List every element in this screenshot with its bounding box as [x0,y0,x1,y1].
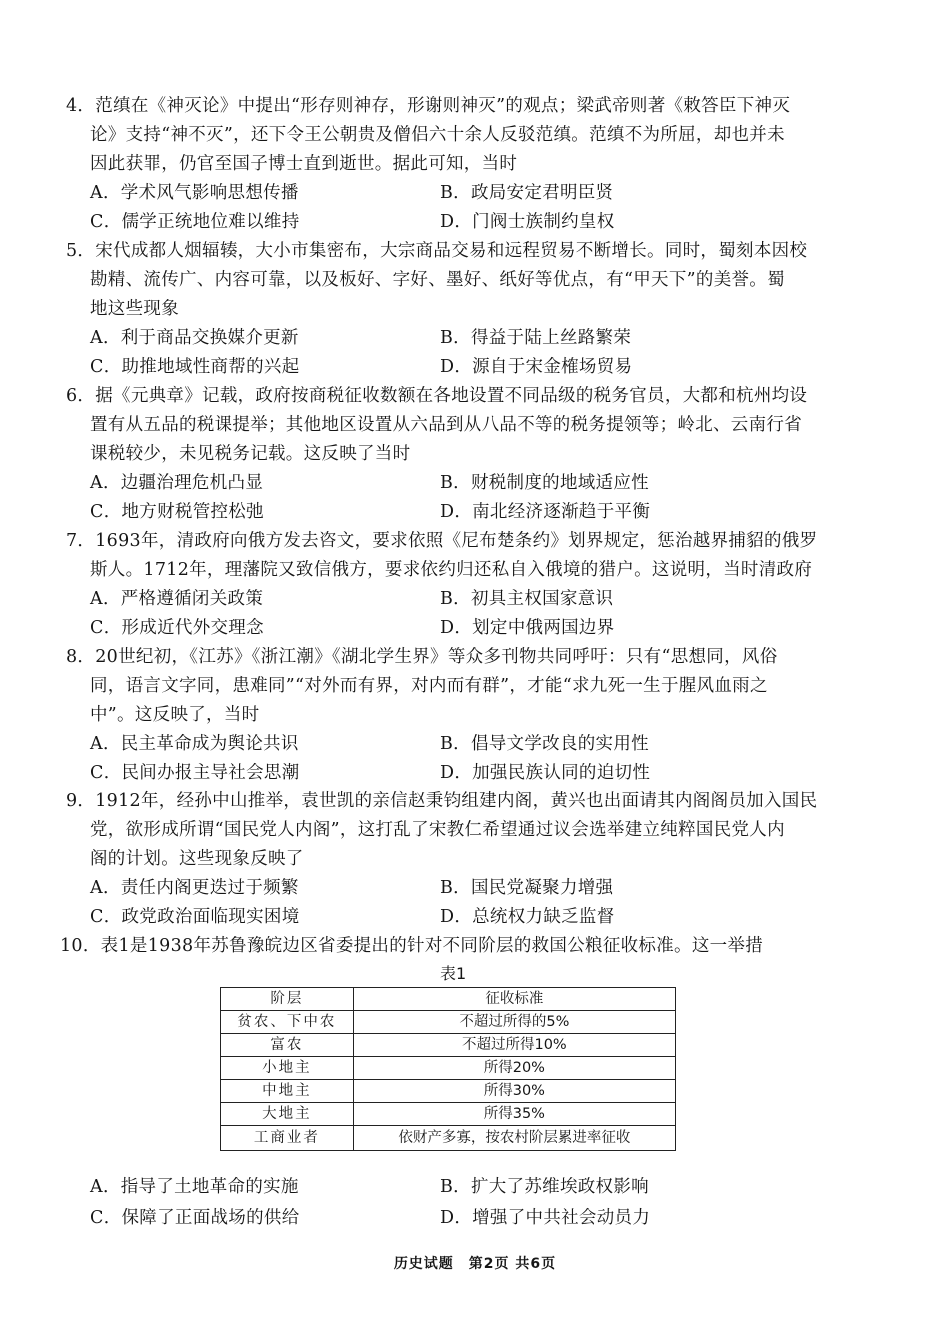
question-10-options [62,1173,862,1235]
table-header-standard: 征收标准 [353,988,675,1011]
question-10-line-1: 10．表1是1938年苏鲁豫皖边区省委提出的针对不同阶层的救国公粮征收标准。这一举措 [60,936,764,956]
question-8-line-3: 中”。这反映了，当时 [90,705,260,725]
question-5-options [62,324,862,382]
question-4-options [62,179,862,237]
option-b[interactable]: B．国民党凝聚力增强 [440,878,614,898]
table-row [221,1034,676,1057]
table-row [221,1011,676,1034]
table-row [221,1080,676,1103]
question-6-line-1: 6．据《元典章》记载，政府按商税征收数额在各地设置不同品级的税务官员，大都和杭州均设 [66,386,808,406]
question-8-line-2: 同，语言文字同，患难同”“对外而有界，对内而有群”，才能“求九死一生于腥风血雨之 [90,676,768,696]
table-cell-standard: 不超过所得10% [353,1034,675,1057]
option-c[interactable]: C．保障了正面战场的供给 [90,1208,300,1228]
question-7-options [62,585,862,643]
question-6-line-2: 置有从五品的税课提举；其他地区设置从六品到从八品不等的税务提领等；岭北、云南行省 [90,415,802,435]
option-a[interactable]: A．责任内阁更迭过于频繁 [90,878,299,898]
table-cell-class: 大地主 [221,1103,354,1126]
option-c[interactable]: C．民间办报主导社会思潮 [90,763,300,783]
option-d[interactable]: D．门阀士族制约皇权 [440,212,615,232]
table-caption: 表1 [440,964,467,983]
option-a[interactable]: A．利于商品交换媒介更新 [90,328,299,348]
question-9-line-1: 9．1912年，经孙中山推举，袁世凯的亲信赵秉钧组建内阁，黄兴也出面请其内阁阁员加入国民 [66,791,818,811]
question-4-line-3: 因此获罪，仍官至国子博士直到逝世。据此可知，当时 [90,154,518,174]
option-d[interactable]: D．总统权力缺乏监督 [440,907,615,927]
question-9-options [62,874,862,932]
option-d[interactable]: D．源自于宋金榷场贸易 [440,357,633,377]
option-a[interactable]: A．学术风气影响思想传播 [90,183,299,203]
option-a[interactable]: A．严格遵循闭关政策 [90,589,264,609]
question-5-line-1: 5．宋代成都人烟辐辏，大小市集密布，大宗商品交易和远程贸易不断增长。同时，蜀刻本因校 [66,241,808,261]
question-6 [62,382,862,527]
question-9-line-2: 党，欲形成所谓“国民党人内阁”，这打乱了宋教仁希望通过议会选举建立纯粹国民党人内 [90,820,785,840]
table-cell-class: 贫农、下中农 [221,1011,354,1034]
table-cell-standard: 依财产多寡，按农村阶层累进率征收 [353,1126,675,1151]
table-cell-class: 中地主 [221,1080,354,1103]
question-7 [62,527,862,643]
question-4-line-1: 4．范缜在《神灭论》中提出“形存则神存，形谢则神灭”的观点；梁武帝则著《敕答臣下神灭 [66,96,791,116]
table-cell-standard: 不超过所得的5% [353,1011,675,1034]
table-cell-standard: 所得20% [353,1057,675,1080]
option-c[interactable]: C．助推地域性商帮的兴起 [90,357,300,377]
question-9 [62,787,862,932]
question-9-line-3: 阁的计划。这些现象反映了 [90,849,304,869]
levy-standard-table [220,987,676,1151]
option-c[interactable]: C．地方财税管控松弛 [90,502,264,522]
question-10 [56,932,856,961]
table-row [221,1126,676,1151]
option-b[interactable]: B．扩大了苏维埃政权影响 [440,1177,649,1197]
table-row [221,1057,676,1080]
question-8-options [62,730,862,788]
question-5 [62,237,862,382]
question-4-line-2: 论》支持“神不灭”，还下令王公朝贵及僧侣六十余人反驳范缜。范缜不为所屈，却也并未 [90,125,785,145]
option-c[interactable]: C．形成近代外交理念 [90,618,264,638]
table-header-row [221,988,676,1011]
option-d[interactable]: D．增强了中共社会动员力 [440,1208,651,1228]
question-4 [62,92,862,237]
option-c[interactable]: C．儒学正统地位难以维持 [90,212,300,232]
option-b[interactable]: B．政局安定君明臣贤 [440,183,614,203]
option-d[interactable]: D．划定中俄两国边界 [440,618,615,638]
table-cell-class: 富农 [221,1034,354,1057]
table-cell-standard: 所得30% [353,1080,675,1103]
question-8-line-1: 8．20世纪初，《江苏》《浙江潮》《湖北学生界》等众多刊物共同呼吁：只有“思想同，风俗 [66,647,778,667]
page-footer: 历史试题 第2页 共6页 [393,1256,557,1272]
option-b[interactable]: B．得益于陆上丝路繁荣 [440,328,632,348]
table-cell-class: 工商业者 [221,1126,354,1151]
table-row [221,1103,676,1126]
table-cell-class: 小地主 [221,1057,354,1080]
question-7-line-2: 斯人。1712年，理藩院又致信俄方，要求依约归还私自入俄境的猎户。这说明，当时清政府 [90,560,813,580]
option-b[interactable]: B．倡导文学改良的实用性 [440,734,649,754]
question-6-options [62,469,862,527]
option-d[interactable]: D．南北经济逐渐趋于平衡 [440,502,651,522]
question-5-line-2: 勘精、流传广、内容可靠，以及板好、字好、墨好、纸好等优点，有“甲天下”的美誉。蜀 [90,270,785,290]
table-cell-standard: 所得35% [353,1103,675,1126]
option-b[interactable]: B．财税制度的地域适应性 [440,473,649,493]
option-a[interactable]: A．指导了土地革命的实施 [90,1177,299,1197]
question-6-line-3: 课税较少，未见税务记载。这反映了当时 [90,444,411,464]
question-7-line-1: 7．1693年，清政府向俄方发去咨文，要求依照《尼布楚条约》划界规定，惩治越界捕貂的俄罗 [66,531,818,551]
question-5-line-3: 地这些现象 [90,299,179,319]
question-10-options-block [62,1173,862,1235]
option-b[interactable]: B．初具主权国家意识 [440,589,614,609]
option-c[interactable]: C．政党政治面临现实困境 [90,907,300,927]
option-a[interactable]: A．民主革命成为舆论共识 [90,734,299,754]
question-8 [62,643,862,788]
table-header-class: 阶层 [221,988,354,1011]
option-a[interactable]: A．边疆治理危机凸显 [90,473,264,493]
option-d[interactable]: D．加强民族认同的迫切性 [440,763,651,783]
